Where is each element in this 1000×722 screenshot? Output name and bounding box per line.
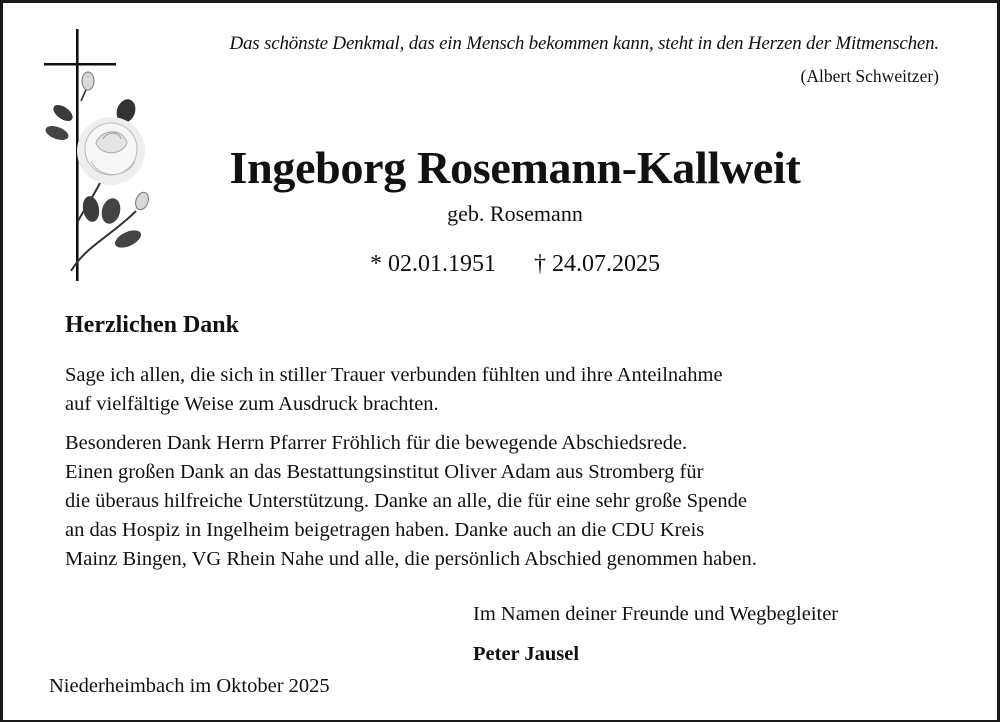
signature-name: Peter Jausel <box>473 643 580 665</box>
text-line: Einen großen Dank an das Bestattungsinstitut Oliver Adam aus Stromberg für <box>65 461 704 483</box>
death-cross-icon: † <box>534 251 546 277</box>
place-and-date: Niederheimbach im Oktober 2025 <box>49 675 330 697</box>
memorial-quote: Das schönste Denkmal, das ein Mensch bekommen kann, steht in den Herzen der Mitmenschen. <box>229 33 939 54</box>
text-line: auf vielfältige Weise zum Ausdruck brachten. <box>65 393 439 415</box>
signature-line: Im Namen deiner Freunde und Wegbegleiter <box>473 603 839 625</box>
thanks-heading: Herzlichen Dank <box>65 312 239 338</box>
thanks-paragraph-1 <box>65 361 723 419</box>
quote-author: (Albert Schweitzer) <box>800 66 939 86</box>
birth-icon: * <box>370 251 382 277</box>
deceased-name: Ingeborg Rosemann-Kallweit <box>229 142 801 193</box>
text-line: Sage ich allen, die sich in stiller Trauer verbunden fühlten und ihre Anteilnahme <box>65 364 723 386</box>
text-line: Mainz Bingen, VG Rhein Nahe und alle, die persönlich Abschied genommen haben. <box>65 548 757 570</box>
text-line: Besonderen Dank Herrn Pfarrer Fröhlich für die bewegende Abschiedsrede. <box>65 432 688 454</box>
text-line: an das Hospiz in Ingelheim beigetragen haben. Danke auch an die CDU Kreis <box>65 519 705 541</box>
life-dates <box>3 251 997 278</box>
text-line: die überaus hilfreiche Unterstützung. Danke an alle, die für eine sehr große Spende <box>65 490 747 512</box>
maiden-name: geb. Rosemann <box>447 201 583 226</box>
death-date: 24.07.2025 <box>552 251 660 277</box>
birth-date: 02.01.1951 <box>388 251 496 277</box>
thanks-paragraph-2 <box>65 429 757 574</box>
